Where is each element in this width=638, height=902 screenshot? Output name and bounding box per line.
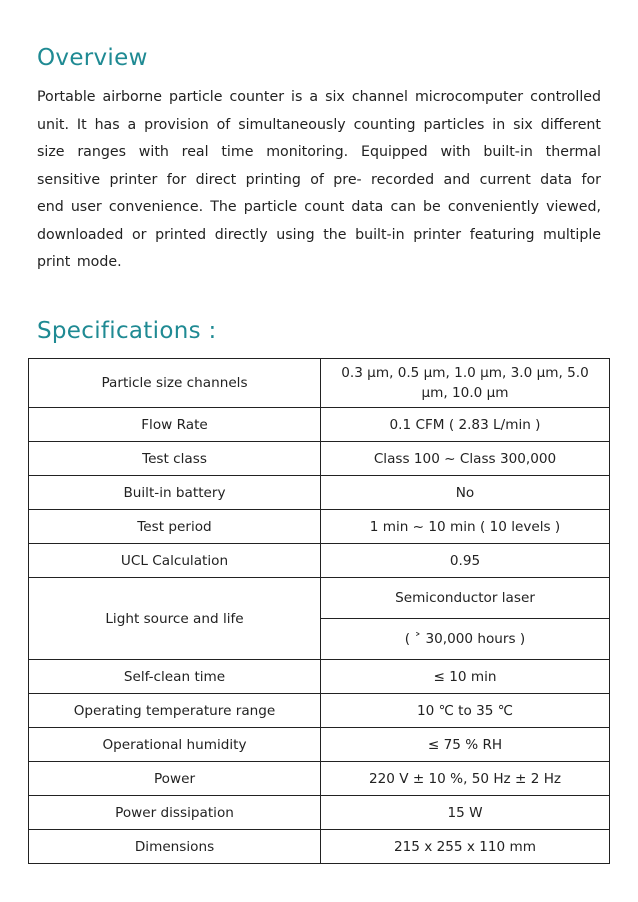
spec-label: Test period (29, 510, 321, 544)
spec-label: Power dissipation (29, 796, 321, 830)
spec-label: Test class (29, 442, 321, 476)
specifications-table (28, 358, 610, 864)
spec-row-humidity (29, 728, 610, 762)
spec-value: 1 min ~ 10 min ( 10 levels ) (321, 510, 610, 544)
spec-row-light-source (29, 578, 610, 619)
spec-value: Semiconductor laser (321, 578, 610, 619)
spec-row-dimensions (29, 830, 610, 864)
spec-row-power (29, 762, 610, 796)
spec-row-flow-rate (29, 408, 610, 442)
spec-label: Built-in battery (29, 476, 321, 510)
spec-value: No (321, 476, 610, 510)
spec-label: Light source and life (29, 578, 321, 660)
spec-row-power-dissipation (29, 796, 610, 830)
spec-value: 10 ℃ to 35 ℃ (321, 694, 610, 728)
spec-row-operating-temp (29, 694, 610, 728)
specifications-heading: Specifications : (37, 318, 217, 344)
spec-value: 0.1 CFM ( 2.83 L/min ) (321, 408, 610, 442)
spec-row-self-clean (29, 660, 610, 694)
spec-label: Self-clean time (29, 660, 321, 694)
spec-row-particle-size (29, 359, 610, 408)
spec-label: Power (29, 762, 321, 796)
spec-value: 15 W (321, 796, 610, 830)
overview-paragraph: Portable airborne particle counter is a six channel microcomputer controlled unit. It has a provision of simultaneously counting particles in six different size ranges with real time monitoring. Equipped with built-in thermal sensitive printer for direct printing of pre- recorded and current data for end user convenience. The particle count data can be conveniently viewed, downloaded or printed directly using the built-in printer featuring multiple print mode. (37, 89, 601, 270)
spec-value: 0.3 μm, 0.5 μm, 1.0 μm, 3.0 μm, 5.0 μm, 10.0 μm (321, 359, 610, 408)
spec-value: 220 V ± 10 %, 50 Hz ± 2 Hz (321, 762, 610, 796)
spec-label: Operating temperature range (29, 694, 321, 728)
spec-value: ≤ 75 % RH (321, 728, 610, 762)
spec-row-battery (29, 476, 610, 510)
spec-label: Dimensions (29, 830, 321, 864)
overview-heading: Overview (37, 45, 148, 71)
spec-label: Operational humidity (29, 728, 321, 762)
spec-label: Particle size channels (29, 359, 321, 408)
spec-value: 0.95 (321, 544, 610, 578)
spec-row-test-class (29, 442, 610, 476)
spec-value: Class 100 ~ Class 300,000 (321, 442, 610, 476)
spec-row-test-period (29, 510, 610, 544)
spec-value: 215 x 255 x 110 mm (321, 830, 610, 864)
spec-row-ucl (29, 544, 610, 578)
spec-value: ( ˃ 30,000 hours ) (321, 619, 610, 660)
spec-label: UCL Calculation (29, 544, 321, 578)
spec-value: ≤ 10 min (321, 660, 610, 694)
spec-label: Flow Rate (29, 408, 321, 442)
